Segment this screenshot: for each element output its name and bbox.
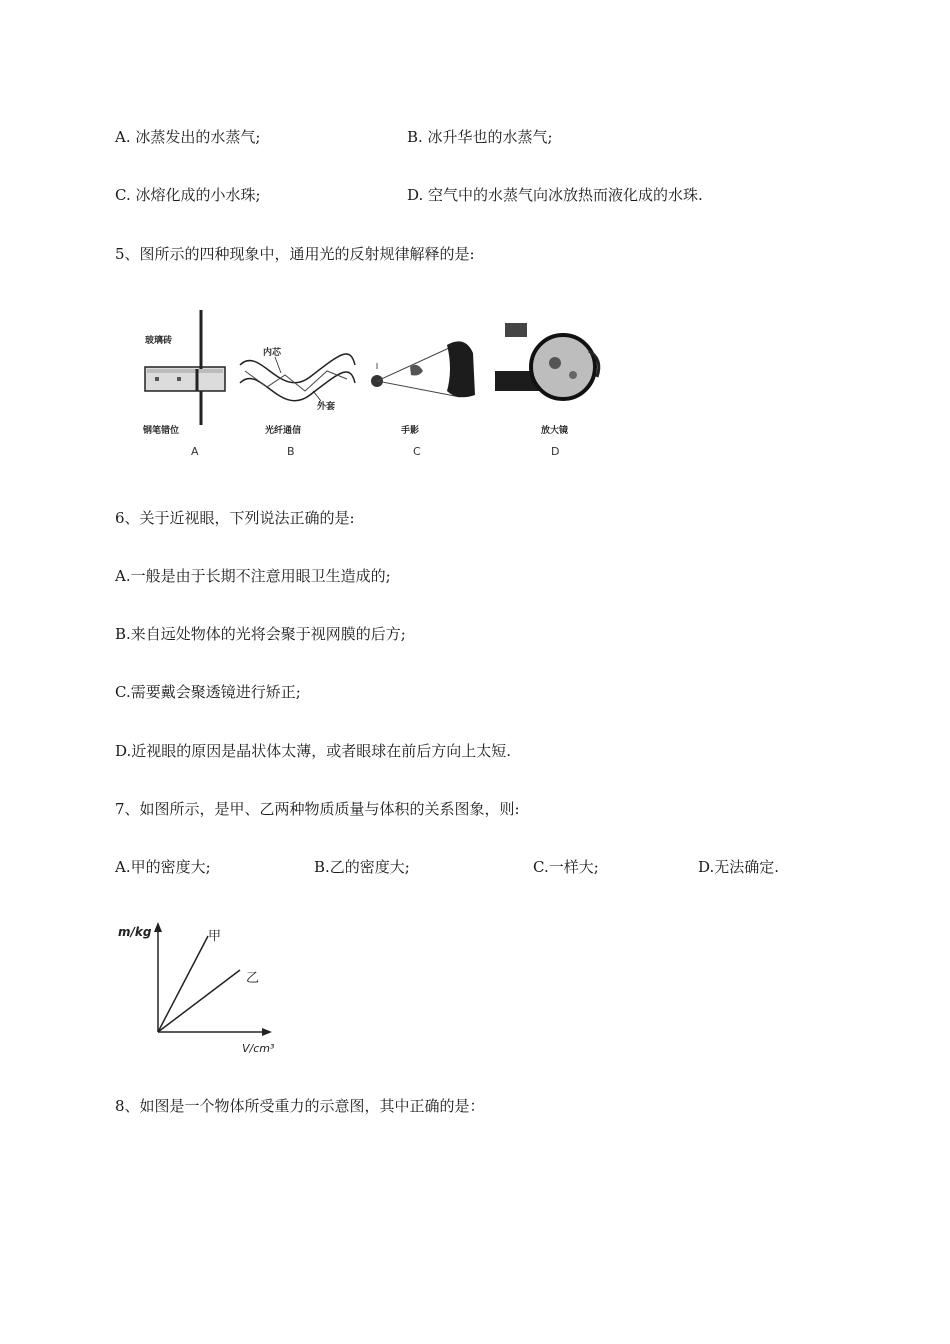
label-yi: 乙 — [246, 971, 260, 986]
q4-option-b: B. 冰升华也的水蒸气; — [407, 128, 553, 146]
x-axis-label: V/cm³ — [242, 1042, 275, 1055]
q5-a-caption: 钢笔错位 — [143, 426, 180, 436]
y-axis-arrow — [154, 922, 162, 932]
q7-mass-volume-graph — [112, 918, 292, 1058]
line-jia — [158, 936, 208, 1032]
q5-c-caption: 手影 — [401, 426, 420, 436]
label-jia: 甲 — [208, 929, 222, 944]
q5-c-letter: C — [413, 445, 421, 458]
q5-panel-c — [371, 341, 475, 458]
q5-b-outer-label: 外套 — [317, 402, 336, 412]
q6-option-b: B.来自远处物体的光将会聚于视网膜的后方; — [115, 625, 406, 643]
q7-option-a: A.甲的密度大; — [115, 858, 211, 876]
q5-figure — [135, 305, 615, 470]
y-axis-label: m/kg — [118, 925, 152, 939]
light-path — [245, 371, 347, 391]
q7-option-b: B.乙的密度大; — [314, 858, 410, 876]
q7-stem: 7、如图所示，是甲、乙两种物质质量与体积的关系图象，则: — [115, 800, 520, 818]
q4-option-a: A. 冰蒸发出的水蒸气; — [115, 128, 261, 146]
fiber-outer-bottom — [240, 372, 355, 401]
line-yi — [158, 970, 240, 1032]
q5-panel-a — [142, 310, 225, 458]
q5-a-top-label: 玻璃砖 — [145, 336, 173, 346]
q5-panel-d — [495, 323, 599, 458]
hand-icon — [410, 365, 423, 376]
q5-panel-b — [240, 346, 355, 458]
q7-option-c: C.一样大; — [533, 858, 599, 876]
q6-option-c: C.需要戴会聚透镜进行矫正; — [115, 683, 301, 701]
q5-b-inner-label: 内芯 — [263, 348, 282, 358]
q5-b-letter: B — [287, 445, 295, 458]
q6-stem: 6、关于近视眼，下列说法正确的是: — [115, 509, 355, 527]
q5-d-letter: D — [551, 445, 560, 458]
q4-option-c: C. 冰熔化成的小水珠; — [115, 186, 261, 204]
q6-option-a: A.一般是由于长期不注意用眼卫生造成的; — [115, 567, 391, 585]
q7-option-d: D.无法确定. — [698, 858, 780, 876]
q6-option-d: D.近视眼的原因是晶状体太薄，或者眼球在前后方向上太短. — [115, 742, 512, 760]
shadow-shape — [447, 341, 475, 397]
q4-option-d: D. 空气中的水蒸气向冰放热而液化成的水珠. — [407, 186, 703, 204]
fiber-outer-top — [240, 354, 355, 383]
q5-a-letter: A — [191, 445, 199, 458]
q8-stem: 8、如图是一个物体所受重力的示意图，其中正确的是： — [115, 1097, 485, 1115]
q5-b-caption: 光纤通信 — [265, 426, 302, 436]
magnifier-lens — [531, 335, 595, 399]
q5-stem: 5、图所示的四种现象中，通用光的反射规律解释的是: — [115, 245, 475, 263]
x-axis-arrow — [262, 1028, 272, 1036]
q5-d-caption: 放大镜 — [541, 426, 569, 436]
light-ray-top — [377, 343, 460, 381]
